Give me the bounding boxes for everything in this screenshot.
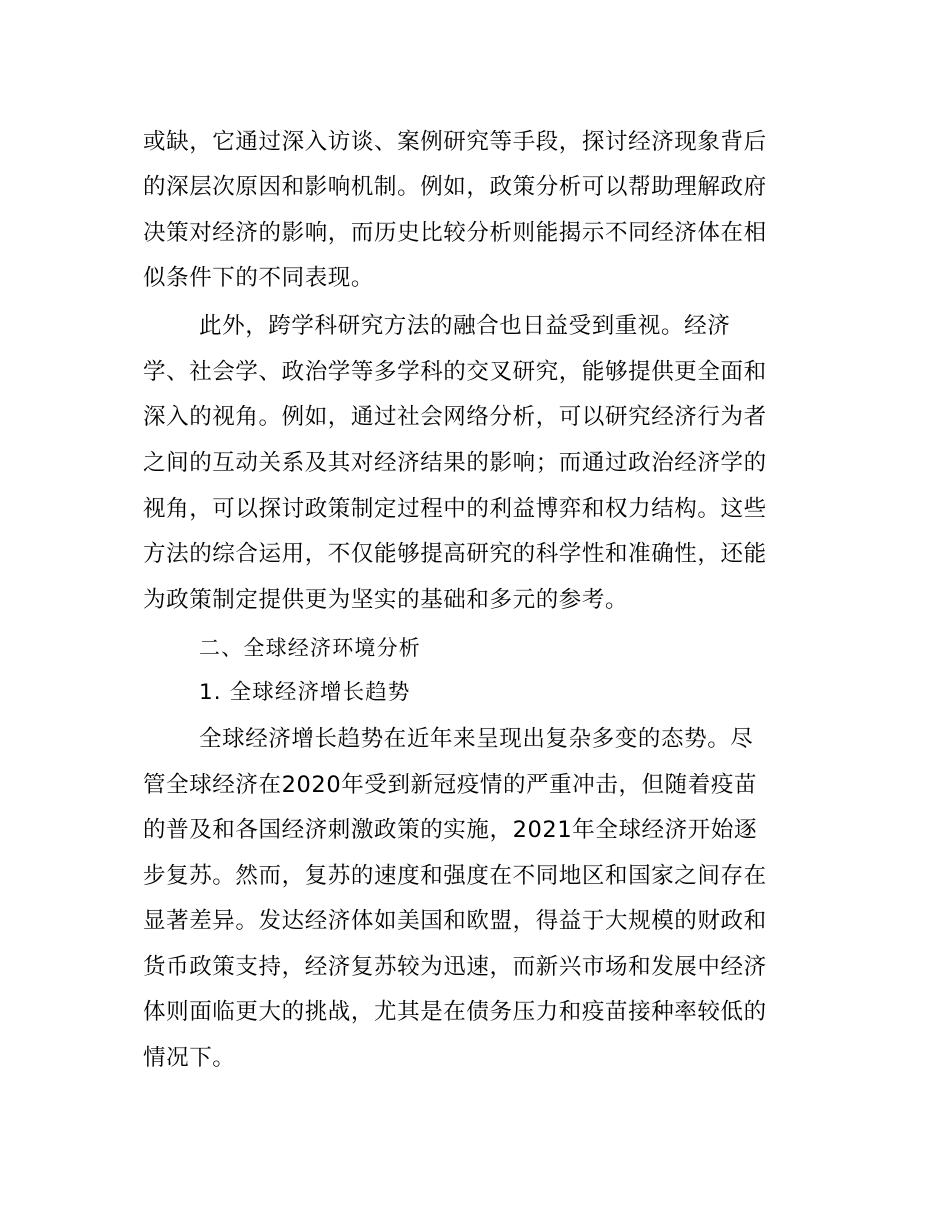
text-line: 的普及和各国经济刺激政策的实施，2021年全球经济开始逐 [143,817,758,843]
text-line: 深入的视角。例如，通过社会网络分析，可以研究经济行为者 [143,404,767,430]
text-line: 情况下。 [143,1045,236,1071]
text-line-indented: 全球经济增长趋势在近年来呈现出复杂多变的态势。尽 [199,726,754,752]
text-line: 之间的互动关系及其对经济结果的影响；而通过政治经济学的 [143,450,767,476]
text-line: 为政策制定提供更为坚实的基础和多元的参考。 [143,587,629,613]
text-line: 步复苏。然而，复苏的速度和强度在不同地区和国家之间存在 [143,863,767,889]
text-line: 学、社会学、政治学等多学科的交叉研究，能够提供更全面和 [143,359,767,385]
text-line: 视角，可以探讨政策制定过程中的利益博弈和权力结构。这些 [143,496,767,522]
text-line-indented: 此外，跨学科研究方法的融合也日益受到重视。经济 [199,313,731,339]
text-line: 似条件下的不同表现。 [143,265,375,291]
text-line: 或缺，它通过深入访谈、案例研究等手段，探讨经济现象背后 [143,129,767,155]
text-line: 显著差异。发达经济体如美国和欧盟，得益于大规模的财政和 [143,908,767,934]
text-line: 体则面临更大的挑战，尤其是在债务压力和疫苗接种率较低的 [143,999,767,1025]
text-line: 决策对经济的影响，而历史比较分析则能揭示不同经济体在相 [143,220,767,246]
text-line: 的深层次原因和影响机制。例如，政策分析可以帮助理解政府 [143,174,767,200]
text-line: 方法的综合运用，不仅能够提高研究的科学性和准确性，还能 [143,541,767,567]
subsection-heading-text: 1. 全球经济增长趋势 [199,680,411,705]
text-line: 货币政策支持，经济复苏较为迅速，而新兴市场和发展中经济 [143,954,767,980]
section-heading-text: 二、全球经济环境分析 [199,636,421,660]
text-line: 管全球经济在2020年受到新冠疫情的严重冲击，但随着疫苗 [143,772,758,798]
